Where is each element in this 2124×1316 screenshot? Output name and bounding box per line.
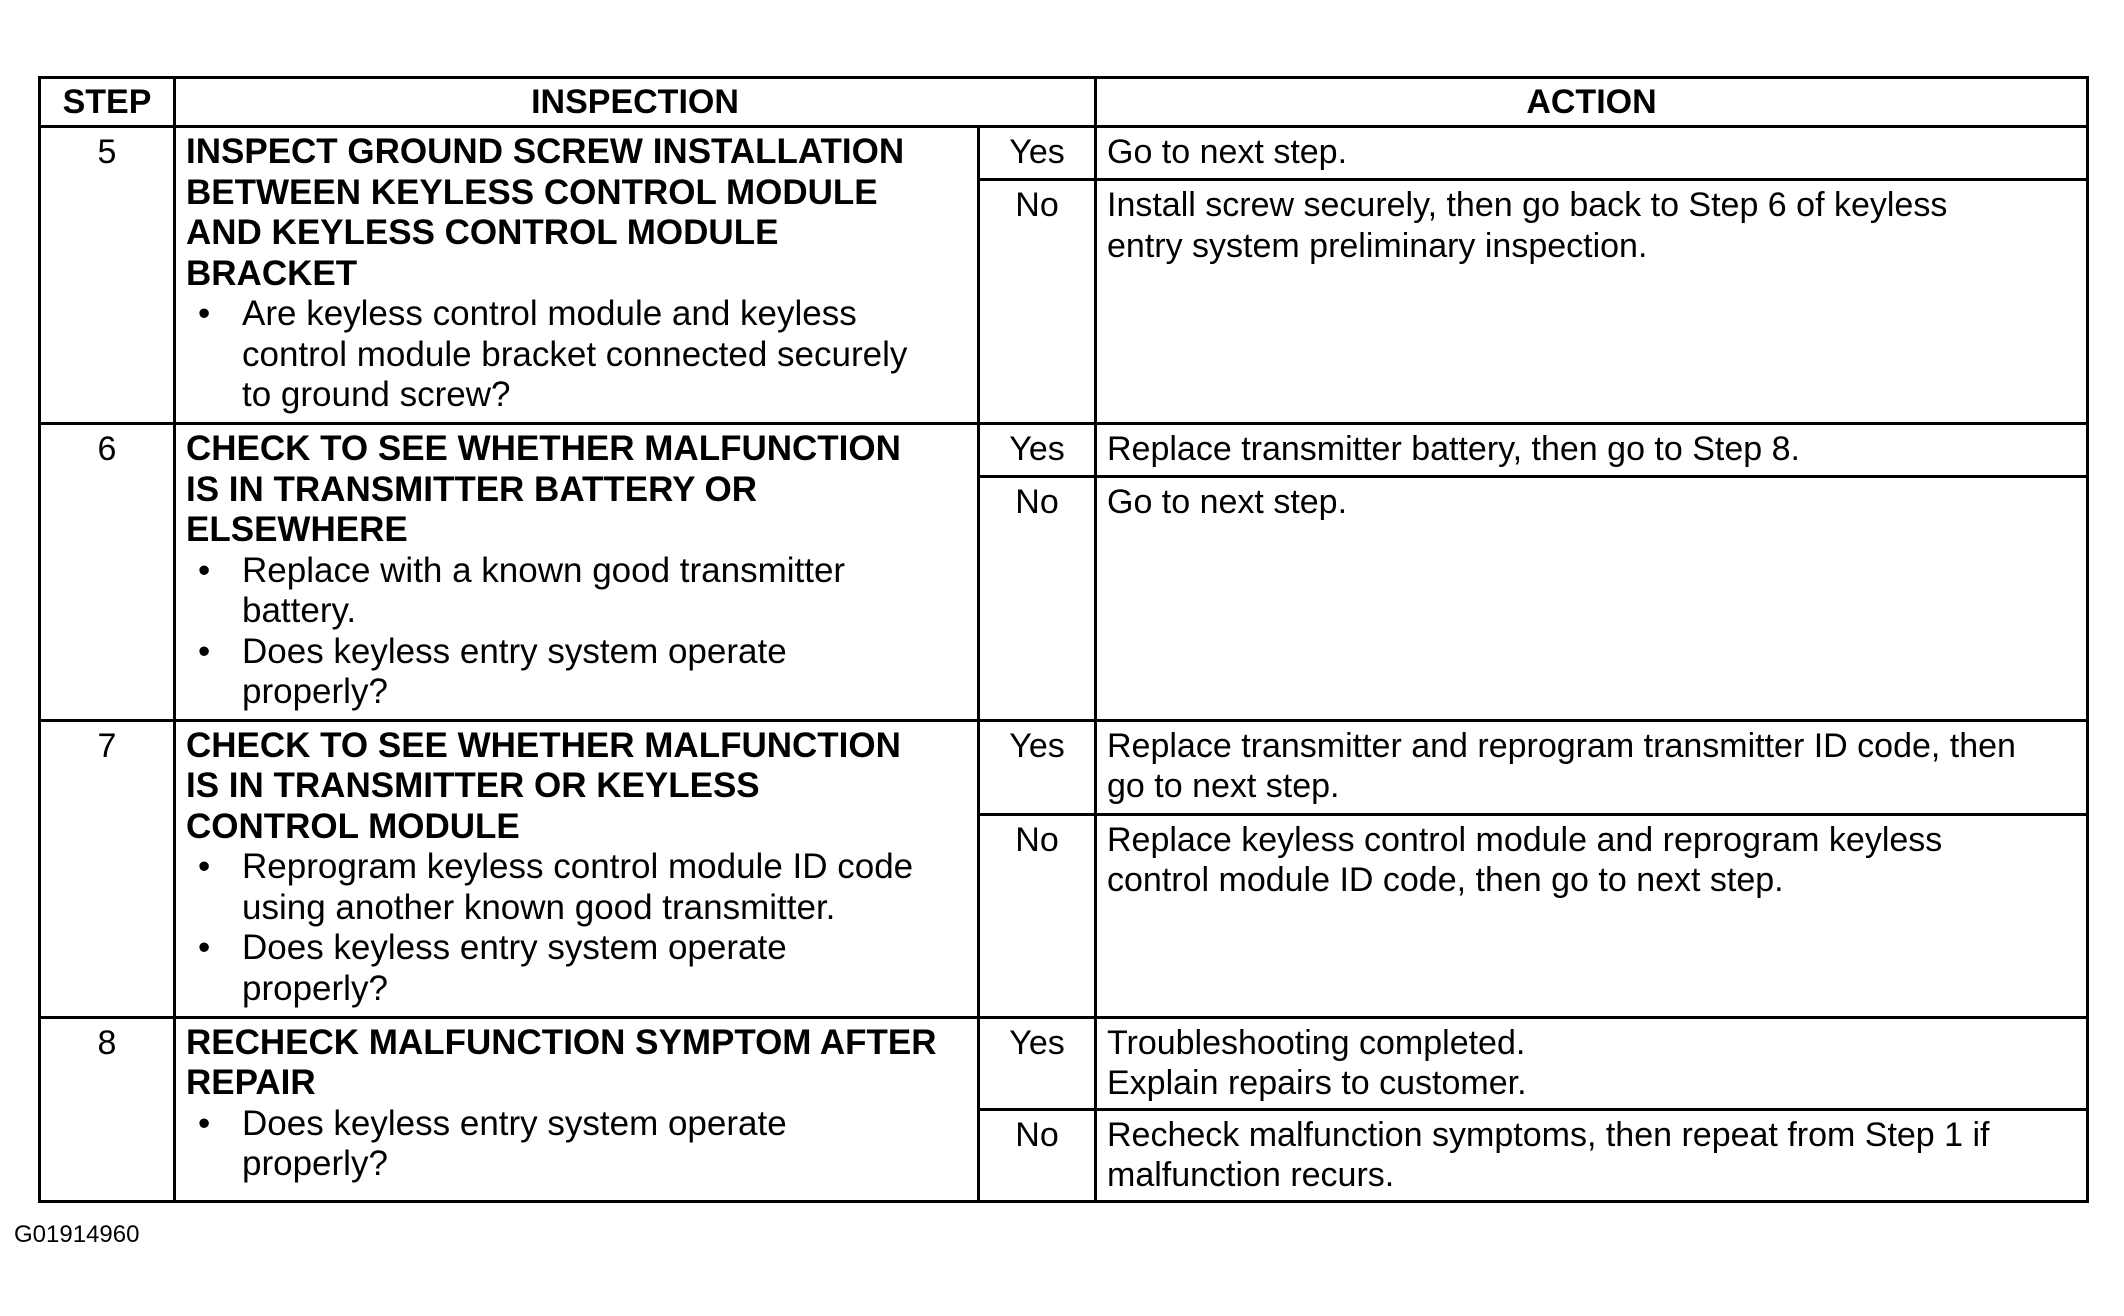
inspection-bullets (186, 294, 967, 416)
table-row (40, 720, 2088, 814)
inspection-bullets (186, 847, 967, 1009)
yes-action: Go to next step. (1096, 127, 2088, 180)
inspection-title: CHECK TO SEE WHETHER MALFUNCTION IS IN TRANSMITTER BATTERY OR ELSEWHERE (186, 429, 901, 549)
bullet-icon: • (198, 294, 211, 333)
inspection-cell (175, 1017, 979, 1201)
yes-action: Troubleshooting completed. Explain repairs to customer. (1096, 1017, 2088, 1109)
bullet-icon: • (198, 847, 211, 886)
step-number: 6 (40, 424, 175, 721)
no-label: No (979, 1109, 1096, 1201)
yes-label: Yes (979, 424, 1096, 477)
bullet-item (186, 632, 967, 713)
no-label: No (979, 180, 1096, 424)
bullet-text: Does keyless entry system operate properly? (242, 928, 787, 1008)
inspection-cell (175, 720, 979, 1017)
inspection-title: CHECK TO SEE WHETHER MALFUNCTION IS IN TRANSMITTER OR KEYLESS CONTROL MODULE (186, 725, 901, 846)
header-row (40, 78, 2088, 127)
bullet-item (186, 294, 967, 416)
yes-action: Replace transmitter and reprogram transmitter ID code, then go to next step. (1096, 720, 2088, 814)
bullet-icon: • (198, 631, 211, 671)
no-action: Go to next step. (1096, 477, 2088, 720)
table-row (40, 127, 2088, 180)
no-label: No (979, 477, 1096, 720)
table-row (40, 1017, 2088, 1109)
no-action: Recheck malfunction symptoms, then repeat from Step 1 if malfunction recurs. (1096, 1109, 2088, 1201)
yes-label: Yes (979, 1017, 1096, 1109)
no-action: Replace keyless control module and reprogram keyless control module ID code, then go to next step. (1096, 814, 2088, 1017)
troubleshooting-table (38, 76, 2089, 1203)
inspection-cell (175, 127, 979, 424)
header-inspection: INSPECTION (175, 78, 1096, 127)
step-number: 8 (40, 1017, 175, 1201)
step-number: 5 (40, 127, 175, 424)
no-action: Install screw securely, then go back to Step 6 of keyless entry system preliminary inspection. (1096, 180, 2088, 424)
bullet-text: Does keyless entry system operate properly? (242, 631, 787, 711)
bullet-item (186, 1104, 967, 1185)
bullet-icon: • (198, 928, 211, 967)
bullet-icon: • (198, 1103, 211, 1143)
no-label: No (979, 814, 1096, 1017)
inspection-bullets (186, 1104, 967, 1185)
bullet-text: Replace with a known good transmitter battery. (242, 550, 846, 630)
inspection-title: RECHECK MALFUNCTION SYMPTOM AFTER REPAIR (186, 1022, 937, 1102)
header-step: STEP (40, 78, 175, 127)
table-row (40, 424, 2088, 477)
step-number: 7 (40, 720, 175, 1017)
inspection-cell (175, 424, 979, 721)
header-action: ACTION (1096, 78, 2088, 127)
inspection-bullets (186, 551, 967, 713)
inspection-title: INSPECT GROUND SCREW INSTALLATION BETWEEN KEYLESS CONTROL MODULE AND KEYLESS CONTROL MODULE BRACKET (186, 132, 905, 293)
yes-action: Replace transmitter battery, then go to Step 8. (1096, 424, 2088, 477)
bullet-text: Reprogram keyless control module ID code using another known good transmitter. (242, 847, 914, 927)
bullet-item (186, 928, 967, 1009)
bullet-item (186, 847, 967, 928)
bullet-icon: • (198, 550, 211, 590)
yes-label: Yes (979, 720, 1096, 814)
bullet-text: Does keyless entry system operate properly? (242, 1103, 787, 1183)
figure-code: G01914960 (14, 1221, 140, 1248)
bullet-text: Are keyless control module and keyless control module bracket connected securely to ground screw? (242, 294, 908, 414)
yes-label: Yes (979, 127, 1096, 180)
bullet-item (186, 551, 967, 632)
